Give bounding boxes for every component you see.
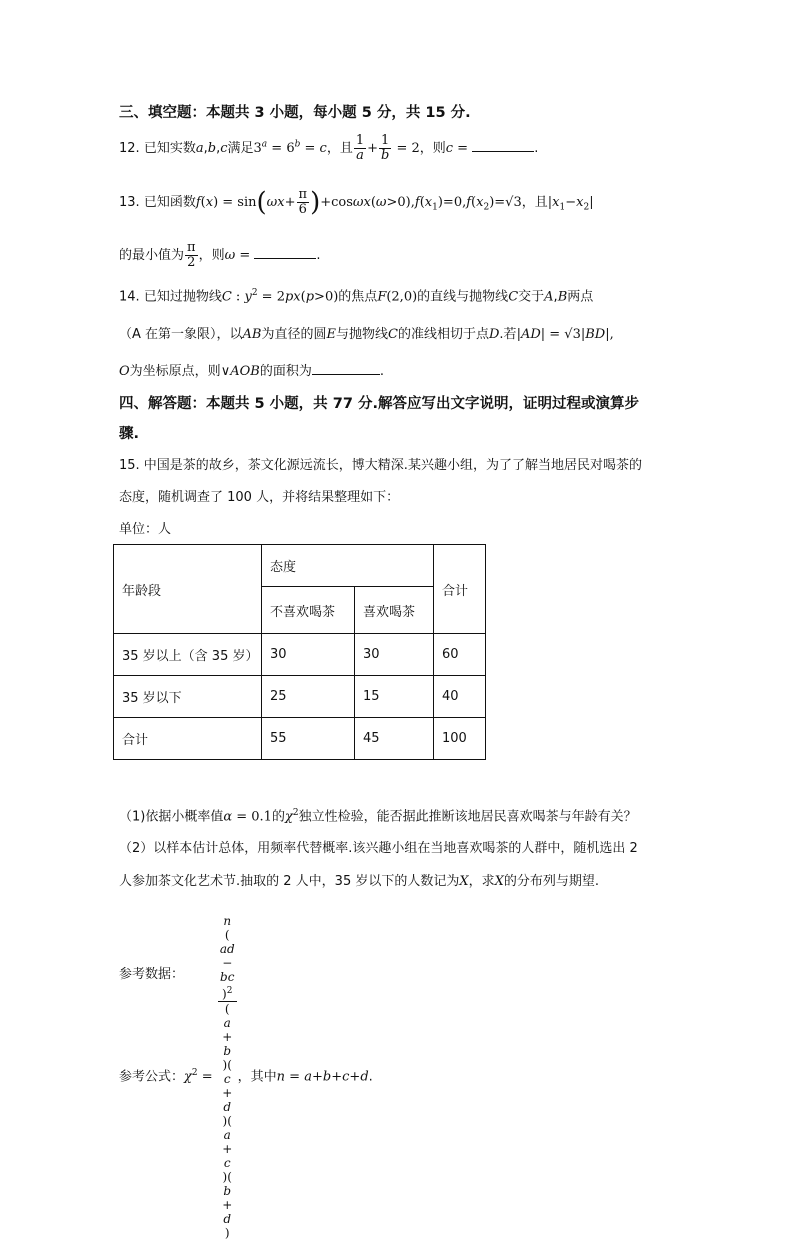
answer-blank-14[interactable] [312,362,380,375]
question-14: 14. 已知过抛物线C : $y^2 = 2px(p>0)$的焦点F(2,0)的直线与抛物线C交于A,B两点 [119,288,594,305]
question-15-part-2: （2）以样本估计总体，用频率代替概率.该兴趣小组在当地喜欢喝茶的人群中，随机选出 2 [119,841,638,856]
question-15-line-2: 态度，随机调查了 100 人，并将结果整理如下： [119,490,400,505]
section-3-heading: 三、填空题：本题共 3 小题，每小题 5 分，共 15 分. [119,105,471,121]
header-attitude: 态度 [262,545,434,587]
table-row: 35 岁以上（含 35 岁） 30 30 60 [114,634,486,676]
answer-blank-13[interactable] [254,246,316,259]
question-15-part-1: （1)依据小概率值α = 0.1的$\chi^2$独立性检验，能否据此推断该地居民喜欢喝茶与年龄有关？ [119,808,637,825]
section-4-heading-cont: 骤. [119,426,140,442]
unit-label: 单位：人 [119,522,172,537]
question-15-part-2-cont: 人参加茶文化艺术节.抽取的 2 人中，35 岁以下的人数记为X，求X的分布列与期望. [119,874,600,889]
header-total: 合计 [434,545,486,634]
survey-table [113,544,486,760]
question-13: 13. 已知函数f(x) = sin(ωx+ $\frac{\pi}{6}$ )$+\cos\omega x(\omega>0),f(x_1)=0,f(x_2)=√3$，且$|x_1-x_2|$ [119,187,594,218]
question-12: 12. 已知实数a,b,c满足$3^a = 6^b = c$，且 $\frac{1}{a}$ + $\frac{1}{b}$ = 2，则c = . [119,133,539,163]
table-row: 35 岁以下 25 15 40 [114,676,486,718]
question-13-line-2: 的最小值为 $\frac{\pi}{2}$ ，则ω = . [119,240,321,270]
section-4-heading: 四、解答题：本题共 5 小题，共 77 分.解答应写出文字说明，证明过程或演算步 [119,396,639,412]
question-14-line-3: O为坐标原点，则∨AOB的面积为 . [119,364,384,379]
header-dislike: 不喜欢喝茶 [262,587,355,634]
question-14-line-2: （A 在第一象限），以AB为直径的圆E与抛物线C的准线相切于点D.若|AD| = √3|BD|, [119,327,614,342]
question-15-line-1: 15. 中国是茶的故乡，茶文化源远流长，博大精深.某兴趣小组，为了了解当地居民对喝茶的 [119,458,642,473]
reference-formula: 参考公式：$\chi^2$ = n ( ad − bc )$^2$ ( a + b )( c + d )( a + c )( b + d ) ，其中n = a+b+c+d. [119,914,373,1240]
header-like: 喜欢喝茶 [355,587,434,634]
reference-data-label: 参考数据： [119,967,185,982]
table-row: 合计 55 45 100 [114,718,486,760]
answer-blank-12[interactable] [472,139,534,152]
header-age: 年龄段 [114,545,262,634]
